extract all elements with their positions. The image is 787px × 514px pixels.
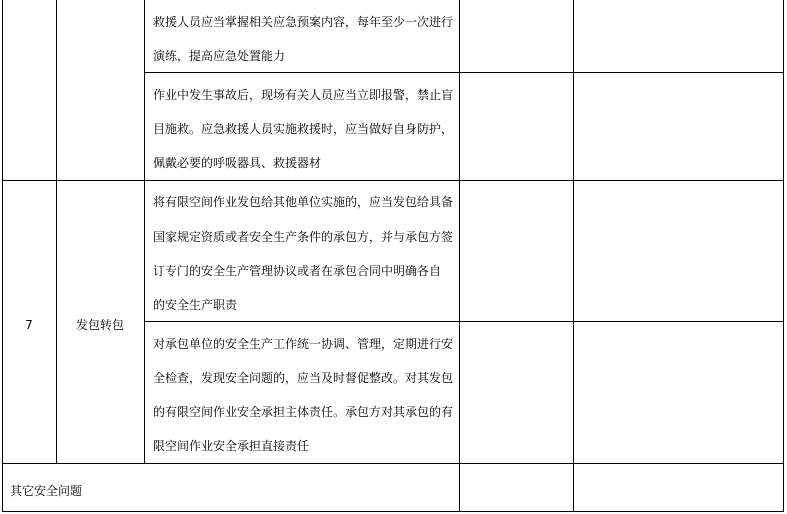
- row-category: 发包转包: [75, 318, 124, 332]
- col-divider-2: [144, 0, 145, 463]
- content-line: 目施救。应急救援人员实施救援时，应当做好自身防护，: [153, 122, 454, 136]
- table-border-right: [783, 0, 784, 512]
- content-line: 限空间作业安全承担直接责任: [153, 439, 310, 453]
- content-line: 演练，提高应急处置能力: [153, 49, 286, 63]
- row-divider-a: [144, 72, 784, 73]
- other-safety-label: 其它安全问题: [10, 484, 83, 498]
- content-line: 的有限空间作业安全承担主体责任。承包方对其承包的有: [153, 405, 454, 419]
- row-number: 7: [25, 318, 33, 332]
- content-line: 佩戴必要的呼吸器具、救援器材: [153, 156, 322, 170]
- table-border-bottom: [2, 511, 784, 512]
- col-divider-1: [56, 0, 57, 463]
- col-divider-4: [573, 0, 574, 512]
- content-line: 对承包单位的安全生产工作统一协调、管理，定期进行安: [153, 337, 454, 351]
- col-divider-3: [459, 0, 460, 512]
- row-divider-c: [144, 321, 784, 322]
- content-line: 国家规定资质或者安全生产条件的承包方，并与承包方签: [153, 230, 454, 244]
- row-divider-d: [2, 463, 784, 464]
- table-border-left: [2, 0, 3, 512]
- content-line: 的安全生产职责: [153, 298, 238, 312]
- content-line: 全检查，发现安全问题的，应当及时督促整改。对其发包: [153, 371, 454, 385]
- row-divider-b: [2, 180, 784, 181]
- content-line: 将有限空间作业发包给其他单位实施的，应当发包给具备: [153, 195, 454, 209]
- content-line: 订专门的安全生产管理协议或者在承包合同中明确各自: [153, 264, 442, 278]
- content-line: 救援人员应当掌握相关应急预案内容，每年至少一次进行: [153, 15, 454, 29]
- content-line: 作业中发生事故后，现场有关人员应当立即报警，禁止盲: [153, 88, 454, 102]
